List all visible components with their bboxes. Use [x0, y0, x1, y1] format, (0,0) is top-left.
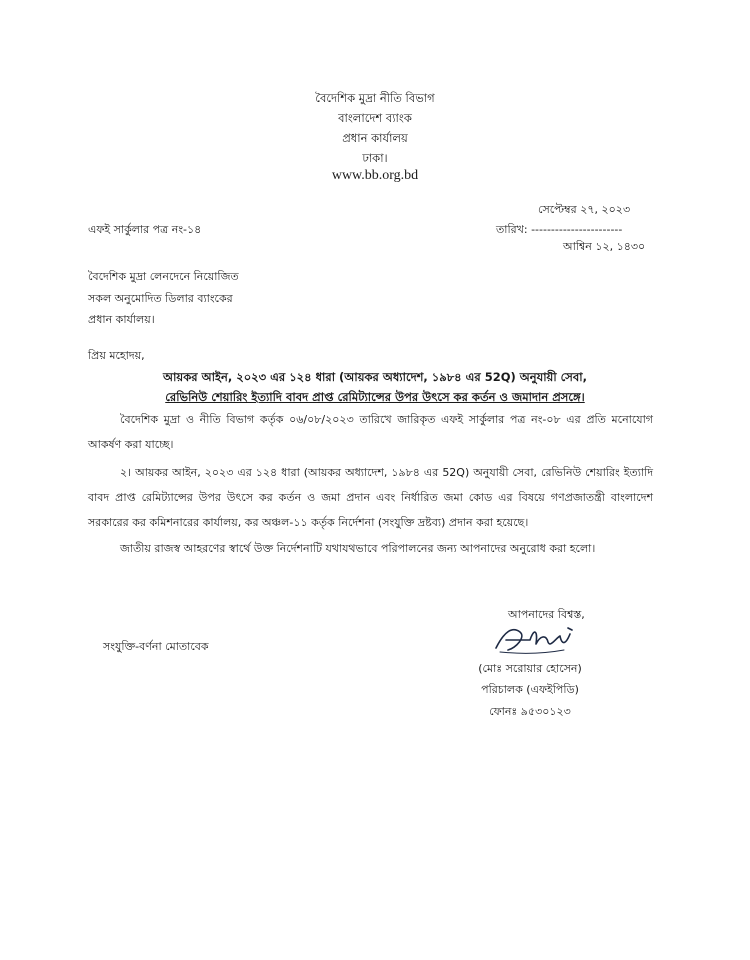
city-name: ঢাকা।	[362, 151, 388, 165]
signatory-phone: ফোনঃ ৯৫৩০১২৩	[489, 705, 571, 718]
recipient-line-3: প্রধান কার্যালয়।	[88, 313, 155, 326]
salutation: প্রিয় মহোদয়,	[88, 349, 145, 362]
signature-image	[490, 618, 582, 660]
body-paragraph-1: বৈদেশিক মুদ্রা ও নীতি বিভাগ কর্তৃক ০৬/০৮/২০২৩ তারিখে জারিকৃত এফই সার্কুলার পত্র নং-০৮ এর প্রতি মনোযোগ আকর্ষণ করা যাচ্ছে।	[88, 413, 653, 451]
subject-line-2: রেভিনিউ শেয়ারিং ইত্যাদি বাবদ প্রাপ্ত রেমিট্যান্সের উপর উৎসে কর কর্তন ও জমাদান প্রসঙ্গে।	[165, 390, 585, 404]
website-url: www.bb.org.bd	[331, 168, 419, 183]
attachment-note: সংযুক্তি-বর্ণনা মোতাবেক	[103, 640, 209, 653]
body-paragraph-3: জাতীয় রাজস্ব আহরণের স্বার্থে উক্ত নির্দেশনাটি যথাযথভাবে পরিপালনের জন্য আপনাদের অনুরোধ করা হলো।	[120, 542, 596, 555]
signatory-name: (মোঃ সরোয়ার হোসেন)	[478, 662, 582, 675]
recipient-line-2: সকল অনুমোদিত ডিলার ব্যাংকের	[88, 292, 233, 305]
department-name: বৈদেশিক মুদ্রা নীতি বিভাগ	[315, 91, 435, 105]
circular-number: এফই সার্কুলার পত্র নং-১৪	[88, 223, 202, 236]
date-label: তারিখ: -----------------------	[496, 223, 623, 236]
office-name: প্রধান কার্যালয়	[342, 131, 408, 145]
date-bangla: আশ্বিন ১২, ১৪৩০	[563, 240, 646, 253]
signatory-designation: পরিচালক (এফইপিডি)	[481, 683, 579, 696]
bank-name: বাংলাদেশ ব্যাংক	[338, 111, 412, 125]
closing-regards: আপনাদের বিশ্বস্ত,	[508, 608, 585, 621]
date-gregorian: সেপ্টেম্বর ২৭, ২০২৩	[538, 203, 631, 216]
body-paragraph-2: ২। আয়কর আইন, ২০২৩ এর ১২৪ ধারা (আয়কর অধ্যাদেশ, ১৯৮৪ এর 52Q) অনুযায়ী সেবা, রেভিনিউ শেয়ারিং ইত্যাদি বাবদ প্রাপ্ত রেমিট্যান্সের উপর উৎসে কর কর্তন ও জমা প্রদান এবং নির্ধারিত জমা কোড এর বিষয়ে গণপ্রজাতন্ত্রী বাংলাদেশ সরকারের কর কমিশনারের কার্যালয়, কর অঞ্চল-১১ কর্তৃক নির্দেশনা (সংযুক্তি দ্রষ্টব্য) প্রদান করা হয়েছে।	[88, 466, 653, 529]
recipient-line-1: বৈদেশিক মুদ্রা লেনদেনে নিয়োজিত	[88, 270, 239, 283]
subject-line-1: আয়কর আইন, ২০২৩ এর ১২৪ ধারা (আয়কর অধ্যাদেশ, ১৯৮৪ এর 52Q) অনুযায়ী সেবা,	[163, 370, 587, 384]
